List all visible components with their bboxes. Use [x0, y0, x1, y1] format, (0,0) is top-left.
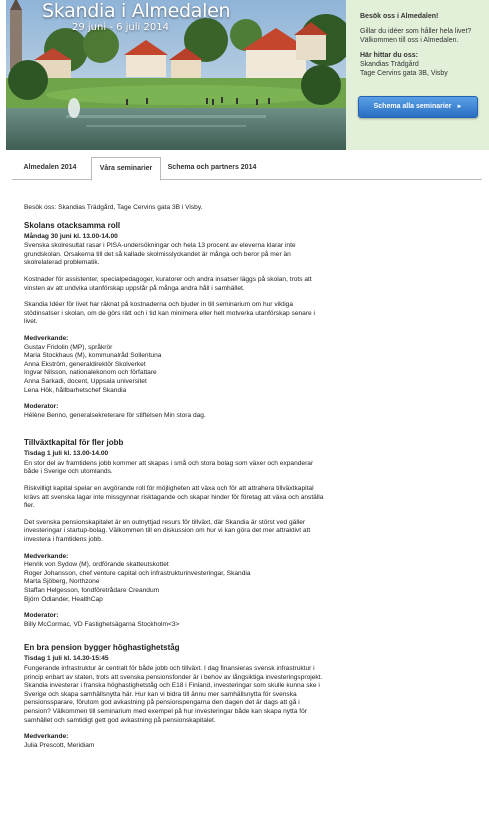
participant: Staffan Helgesson, fondföretrådare Creandum: [24, 587, 160, 594]
seminar-paragraph: Kostnader för assistenter, specialpedagoger, kuratorer och andra insatser läggs på skolan, trots att vinsten av att undvika utanförskap uppstår på många andra håll i samhället.: [24, 275, 312, 292]
seminar-title: Tillväxtkapital för fler jobb: [24, 438, 124, 448]
participants-list: [24, 561, 324, 604]
hero-dates: 29 juni - 6 juli 2014: [72, 22, 169, 33]
cta-label: Schema alla seminarier: [373, 103, 452, 110]
visby-landscape-image: [6, 0, 346, 150]
seminar-date: Tisdag 1 juli kl. 13.00-14.00: [24, 450, 109, 458]
participant: Ingvar Nilsson, nationalekonom och författare: [24, 369, 157, 377]
tab-schema-och-partners[interactable]: Schema och partners 2014: [167, 164, 257, 171]
seminar-2: [24, 438, 324, 629]
participants-label: Medverkande:: [24, 733, 69, 741]
participant: Maria Stockhaus (M), kommunalråd Sollentuna: [24, 352, 162, 360]
seminar-paragraph: Fungerande infrastruktur är centralt för både jobb och tillväxt. I dag finansieras svensk infrastruktur i princip enbart av staten, trots att svenska pensionsfonder är i behov av långsiktiga investeringsprojekt. Skandia investerar i franska höghastighetståg och E18 i Finland, investeringar som skulle kunna ske i Sverige och skapa samhällsnytta här. Hur kan vi bidra till ännu mer samhällsnytta för svenska pensionssparare, förutom god avkastning på pensionspengarna den dagen det är dags att gå i pension? Välkommen till seminarium med exempel på hur investeringar både kan skapa nytta för samhället och samtidigt gett god avkastning på pensionskapitalet.: [24, 664, 323, 724]
participant: Lena Hök, hållbarhetschef Skandia: [24, 386, 127, 394]
seminar-1: [24, 221, 324, 421]
info-heading: Besök oss i Almedalen!: [360, 13, 439, 20]
participant: Anna Ekström, generaldirektör Skolverket: [24, 360, 146, 368]
info-intro: Gillar du idéer som håller hela livet? Välkommen till oss i Almedalen.: [360, 28, 472, 44]
participant: Julia Prescott, Meridiam: [24, 741, 95, 749]
participant: Anna Sarkadi, docent, Uppsala universitet: [24, 377, 147, 385]
info-where-heading: Här hittar du oss:: [360, 52, 418, 59]
hero-title: Skandia i Almedalen: [42, 0, 231, 22]
seminar-paragraph: Svenska skolresultat rasar i PISA-undersökningar och hela 13 procent av eleverna klarar inte grundskolan. Orsakerna till det så kallade skolmisslyckandet är många och beror på mer än skolrelaterad problematik.: [24, 242, 296, 267]
participant: Roger Johansson, chef venture capital och infrastrukturinvesteringar, Skandia: [24, 569, 251, 577]
moderator-label: Moderator:: [24, 403, 59, 411]
info-place: Skandias Trädgård: [360, 61, 419, 68]
seminar-date: Måndag 30 juni kl. 13.00-14.00: [24, 232, 118, 240]
seminar-3: [24, 643, 324, 750]
seminar-paragraph: En stor del av framtidens jobb kommer att skapas i små och stora bolag som växer och expanderar både i Sverige och utomlands.: [24, 459, 314, 476]
tab-almedalen-2014[interactable]: Almedalen 2014: [23, 164, 77, 171]
participant: Henrik von Sydow (M), ordförande skatteutskottet: [24, 561, 169, 569]
moderator: Billy McCormac, VD Fastighetsägarna Stockholm<3>: [24, 620, 180, 628]
visit-info-panel: [346, 0, 489, 150]
arrow-right-icon: ►: [456, 104, 463, 110]
seminar-paragraph: Skandia Idéer för livet har räknat på kostnaderna och bjuder in till seminarium om hur viktiga stödinsatser i skolan, om de görs rätt och i tid kan minimera eller helt motverka utanförskap senare i livet.: [24, 301, 315, 326]
seminar-title: Skolans otacksamma roll: [24, 220, 121, 230]
seminar-paragraph: Riskvilligt kapital spelar en avgörande roll för möjligheten att växa och för att attrahera tillväxtkapital krävs att svenska lagar inte missgynnar risktagande och skapar hinder för företag att växa och anställa fler.: [24, 485, 324, 510]
participant: Björn Odlander, HealthCap: [24, 595, 103, 603]
schedule-all-seminars-button[interactable]: [358, 96, 478, 118]
tab-bar: [12, 157, 482, 180]
visit-line: Besök oss: Skandias Trädgård, Tage Cervins gata 3B i Visby.: [24, 204, 203, 211]
moderator-label: Moderator:: [24, 612, 59, 620]
participants-list: [24, 344, 324, 396]
participants-label: Medverkande:: [24, 334, 69, 342]
participants-label: Medverkande:: [24, 552, 69, 560]
hero-banner: [6, 0, 346, 150]
seminar-content: [24, 204, 324, 762]
seminar-date: Tisdag 1 juli kl. 14.30-15:45: [24, 655, 109, 663]
seminar-paragraph: Det svenska pensionskapitalet är en outnyttjad resurs för tillväxt, där Skandia är störst ved gäller investeringar i startup-bolag. Välkommen till en diskussion om hur vi kan göra det mer attraktivt att investera i framtidens jobb.: [24, 518, 311, 544]
tab-vara-seminarier[interactable]: Våra seminarier: [91, 157, 161, 181]
seminar-title: En bra pension bygger höghastighetståg: [24, 643, 180, 653]
participant: Gustav Fridolin (MP), språkrör: [24, 343, 113, 351]
moderator: Hélène Benno, generalsekreterare för stiftelsen Min stora dag.: [24, 411, 206, 419]
participant: Marta Sjöberg, Northzone: [24, 578, 100, 586]
participants-list: [24, 742, 324, 751]
info-address: Tage Cervins gata 3B, Visby: [360, 70, 448, 77]
